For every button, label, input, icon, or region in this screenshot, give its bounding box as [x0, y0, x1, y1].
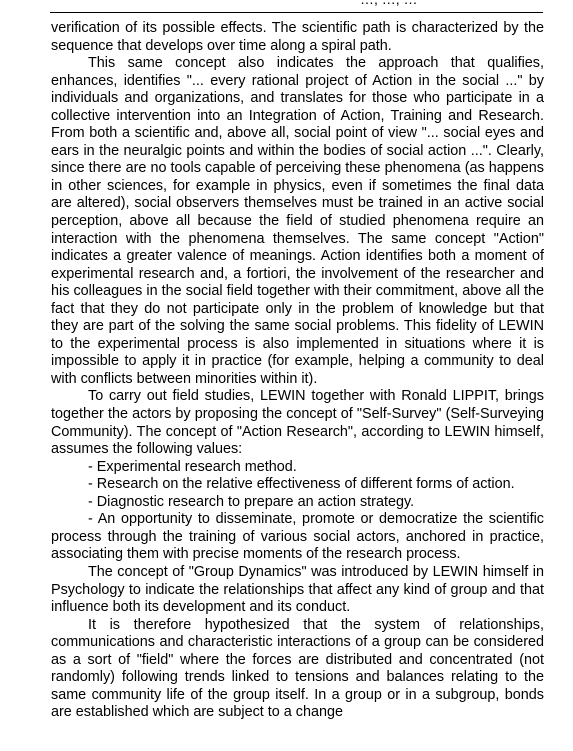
- paragraph-field-hypothesis: It is therefore hypothesized that the system of relationships, communications and characteristic interactions of a group can be considered as a sort of "field" where the forces are distributed and concentrated (not randomly) following trends linked to tensions and balances relating to the same community life of the group itself. In a group or in a subgroup, bonds are established which are subject to a change: [51, 616, 544, 721]
- body-text: [51, 20, 544, 722]
- list-item-diagnostic-research: - Diagnostic research to prepare an action strategy.: [88, 493, 415, 510]
- running-header: [0, 0, 573, 14]
- paragraph-group-dynamics: The concept of "Group Dynamics" was introduced by LEWIN himself in Psychology to indicate the relationships that affect any kind of group and that influence both its development and its conduct.: [51, 563, 544, 616]
- list-item-disseminate: - An opportunity to disseminate, promote or democratize the scientific process through the training of various social actors, anchored in practice, associating them with precise moments of the research process.: [51, 511, 544, 563]
- paragraph-field-studies: To carry out field studies, LEWIN together with Ronald LIPPIT, brings together the actors by proposing the concept of "Self-Survey" (Self-Surveying Community). The concept of "Action Research", according to LEWIN himself, assumes the following values:: [51, 388, 544, 458]
- header-rule-line: [50, 12, 543, 13]
- paragraph-continuation: verification of its possible effects. The scientific path is characterized by the sequence that develops over time along a spiral path.: [51, 20, 544, 54]
- list-item-relative-effectiveness: - Research on the relative effectiveness of different forms of action.: [88, 476, 515, 493]
- paragraph-action-concept: This same concept also indicates the approach that qualifies, enhances, identifies "... every rational project of Action in the social ..." by individuals and organizations, and translates for those who participate in a collective intervention into an Integration of Action, Training and Research. From both a scientific and, above all, social point of view "... social eyes and ears in the neuralgic points and within the bodies of social action ...". Clearly, since there are no tools capable of perceiving these phenomena (as happens in other sciences, for example in physics, even if sometimes the final data are altered), social observers themselves must be trained in an active social perception, above all because the field of studied phenomena require an interaction with the phenomena themselves. The same concept "Action" indicates a greater valence of meanings. Action identifies both a moment of experimental research and, a fortiori, the involvement of the researcher and his colleagues in the social field together with their commitment, above all the fact that they do not participate only in the problem of knowledge but that they are part of the solving the same social problems. This fidelity of LEWIN to the experimental process is also implemented in situations where it is impossible to apply it in practice (for example, helping a community to deal with conflicts between minorities within it).: [51, 55, 544, 387]
- running-header-text: [360, 0, 418, 7]
- list-item-experimental-method: - Experimental research method.: [88, 458, 297, 475]
